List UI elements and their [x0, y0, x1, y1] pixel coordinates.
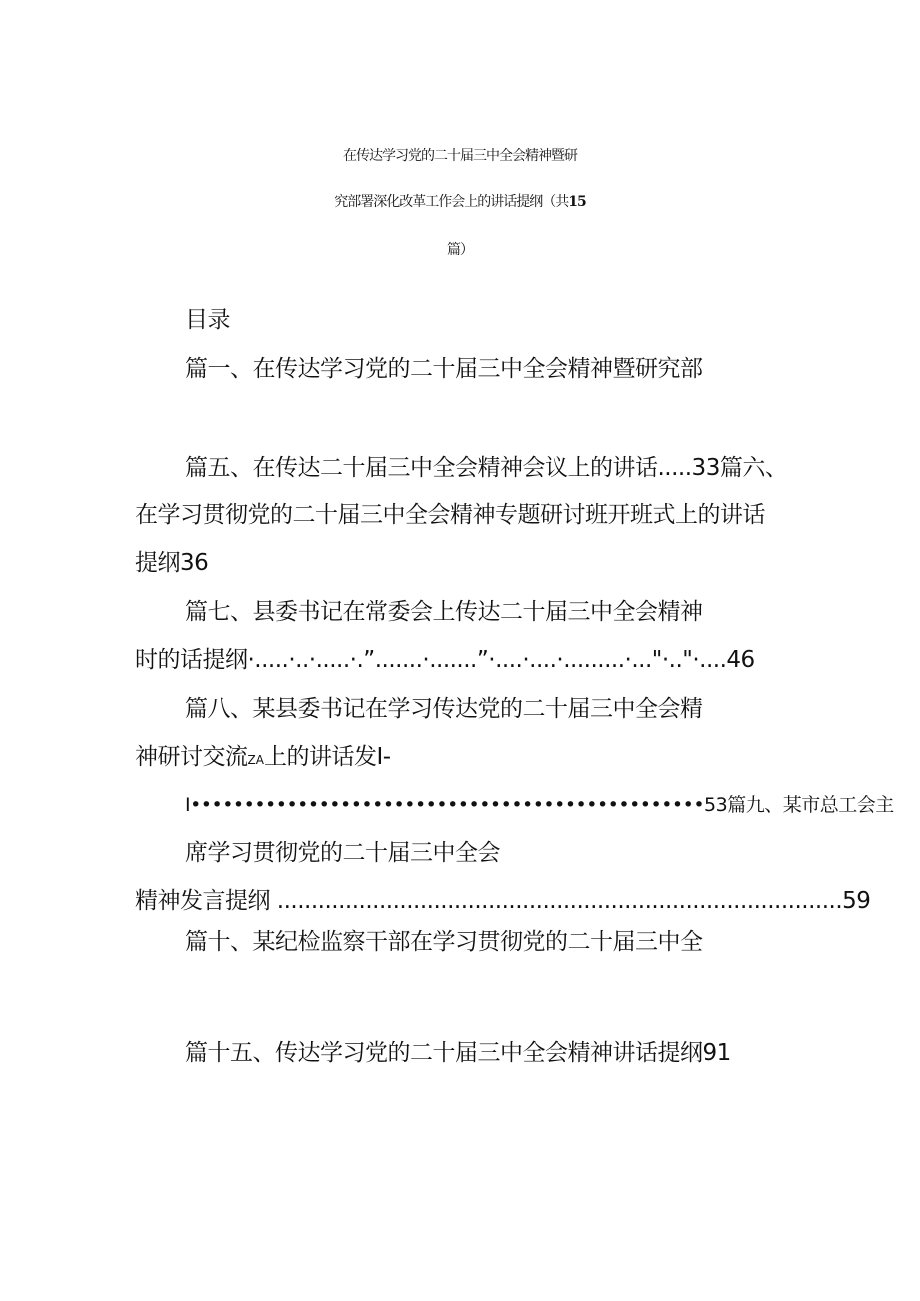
toc-entry-9: I••••••••••••••••••••••••••••••••••••••••••••••••53篇九、某市总工会主 [185, 794, 894, 816]
toc-entry-15: 篇十五、传达学习党的二十届三中全会精神讲话提纲91 [185, 1040, 731, 1066]
toc-entry-7-cont: 时的话提纲·.....·..·.....·.”.......·.......”·....·....·.........·..."·.."·....46 [135, 647, 755, 673]
toc-entry-9-page: 精神发言提纲 ...................................................................................59 [135, 888, 871, 914]
title-line-2 [0, 180, 920, 224]
title-count: 15 [568, 194, 586, 210]
title-line-3: 篇） [447, 242, 473, 258]
toc-entry-8-part-b: ZA [247, 753, 264, 767]
toc-entry-8-part-c: 上的讲话发I- [263, 744, 391, 770]
toc-entry-1: 篇一、在传达学习党的二十届三中全会精神暨研究部 [185, 356, 703, 382]
toc-entry-8: 篇八、某县委书记在学习传达党的二十届三中全会精 [185, 696, 703, 722]
toc-entry-8-cont [135, 742, 391, 775]
toc-entry-8-part-a: 神研讨交流 [135, 744, 248, 770]
toc-entry-7: 篇七、县委书记在常委会上传达二十届三中全会精神 [185, 599, 703, 625]
toc-heading: 目录 [185, 307, 230, 333]
toc-entry-10: 篇十、某纪检监察干部在学习贯彻党的二十届三中全 [185, 929, 703, 955]
title-line-2-text: 究部署深化改革工作会上的讲话提纲（共 [334, 194, 569, 210]
toc-entry-6-line: 在学习贯彻党的二十届三中全会精神专题研讨班开班式上的讲话 [135, 502, 765, 528]
toc-entry-9-cont: 席学习贯彻党的二十届三中全会 [185, 840, 500, 866]
title-line-1: 在传达学习党的二十届三中全会精神暨研 [343, 148, 577, 164]
toc-entry-6-page: 提纲36 [135, 550, 209, 576]
toc-entry-5: 篇五、在传达二十届三中全会精神会议上的讲话.....33篇六、 [185, 455, 788, 481]
